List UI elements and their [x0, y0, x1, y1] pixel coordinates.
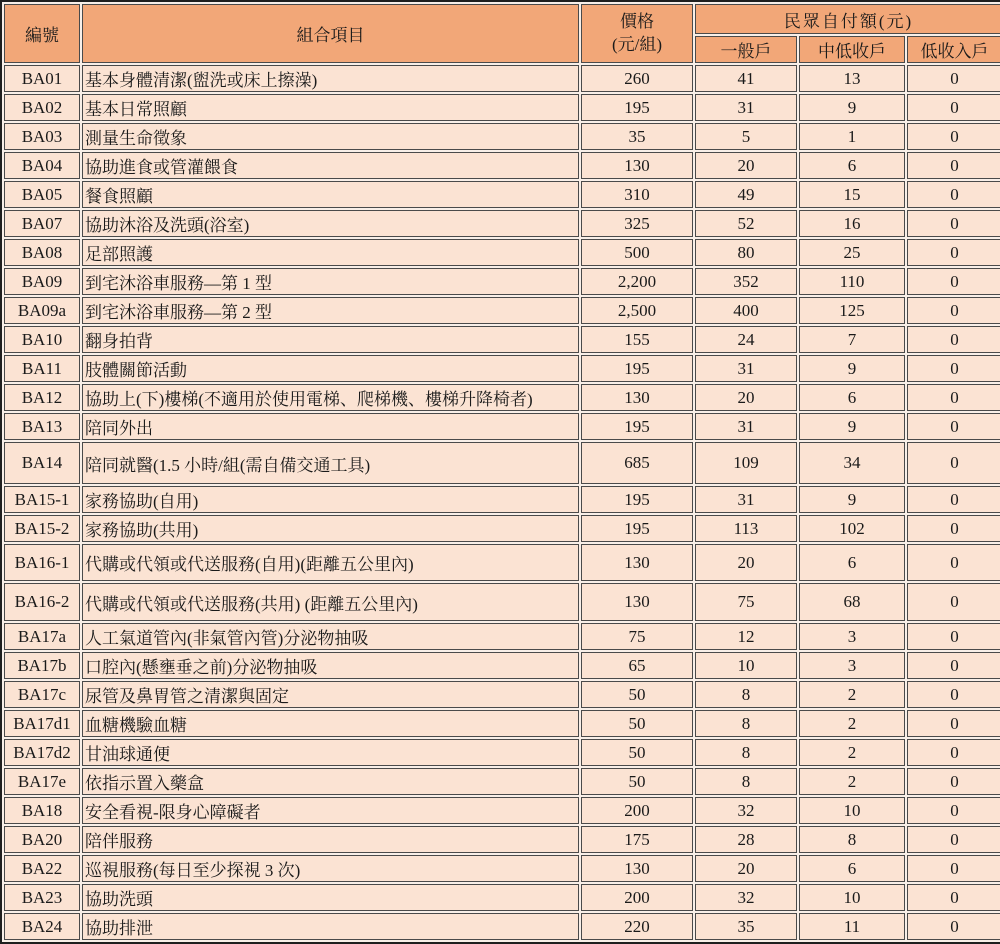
table-row	[4, 797, 1000, 824]
row-price: 50	[581, 710, 693, 737]
row-code: BA24	[4, 913, 80, 940]
row-general: 80	[695, 239, 797, 266]
row-price: 2,500	[581, 297, 693, 324]
table-row	[4, 123, 1000, 150]
table-row	[4, 855, 1000, 882]
row-low: 0	[907, 710, 1000, 737]
table-row	[4, 652, 1000, 679]
row-midlow: 6	[799, 384, 905, 411]
row-price: 685	[581, 442, 693, 484]
row-code: BA17b	[4, 652, 80, 679]
row-price: 50	[581, 739, 693, 766]
row-price: 195	[581, 413, 693, 440]
row-price: 310	[581, 181, 693, 208]
row-midlow: 6	[799, 544, 905, 581]
row-low: 0	[907, 94, 1000, 121]
row-item: 基本身體清潔(盥洗或床上擦澡)	[82, 65, 579, 92]
header-copay-low: 低收入戶	[907, 36, 1000, 63]
row-midlow: 16	[799, 210, 905, 237]
row-midlow: 13	[799, 65, 905, 92]
row-item: 巡視服務(每日至少探視 3 次)	[82, 855, 579, 882]
row-general: 8	[695, 739, 797, 766]
row-midlow: 9	[799, 355, 905, 382]
row-item: 測量生命徵象	[82, 123, 579, 150]
row-item: 代購或代領或代送服務(共用) (距離五公里內)	[82, 583, 579, 621]
table-row	[4, 486, 1000, 513]
table-row	[4, 826, 1000, 853]
row-low: 0	[907, 855, 1000, 882]
table-row	[4, 442, 1000, 484]
row-low: 0	[907, 544, 1000, 581]
row-low: 0	[907, 210, 1000, 237]
row-code: BA16-2	[4, 583, 80, 621]
row-code: BA12	[4, 384, 80, 411]
row-general: 20	[695, 855, 797, 882]
row-general: 8	[695, 768, 797, 795]
row-item: 依指示置入藥盒	[82, 768, 579, 795]
row-low: 0	[907, 355, 1000, 382]
row-item: 尿管及鼻胃管之清潔與固定	[82, 681, 579, 708]
row-low: 0	[907, 884, 1000, 911]
row-price: 35	[581, 123, 693, 150]
row-low: 0	[907, 583, 1000, 621]
row-item: 陪同外出	[82, 413, 579, 440]
row-code: BA11	[4, 355, 80, 382]
row-code: BA08	[4, 239, 80, 266]
row-code: BA09a	[4, 297, 80, 324]
row-item: 口腔內(懸壅垂之前)分泌物抽吸	[82, 652, 579, 679]
row-item: 代購或代領或代送服務(自用)(距離五公里內)	[82, 544, 579, 581]
row-low: 0	[907, 826, 1000, 853]
row-general: 20	[695, 152, 797, 179]
row-low: 0	[907, 152, 1000, 179]
row-midlow: 2	[799, 710, 905, 737]
row-item: 協助沐浴及洗頭(浴室)	[82, 210, 579, 237]
row-midlow: 68	[799, 583, 905, 621]
row-general: 8	[695, 710, 797, 737]
row-general: 32	[695, 884, 797, 911]
table-row	[4, 768, 1000, 795]
row-price: 195	[581, 94, 693, 121]
row-general: 28	[695, 826, 797, 853]
row-low: 0	[907, 913, 1000, 940]
row-low: 0	[907, 239, 1000, 266]
row-midlow: 2	[799, 768, 905, 795]
row-price: 195	[581, 515, 693, 542]
row-code: BA17e	[4, 768, 80, 795]
row-midlow: 6	[799, 855, 905, 882]
row-price: 50	[581, 681, 693, 708]
table-row	[4, 623, 1000, 650]
row-general: 5	[695, 123, 797, 150]
row-midlow: 9	[799, 94, 905, 121]
row-low: 0	[907, 123, 1000, 150]
row-general: 113	[695, 515, 797, 542]
row-code: BA04	[4, 152, 80, 179]
row-midlow: 34	[799, 442, 905, 484]
row-item: 肢體關節活動	[82, 355, 579, 382]
row-price: 130	[581, 855, 693, 882]
row-item: 到宅沐浴車服務—第 1 型	[82, 268, 579, 295]
row-midlow: 1	[799, 123, 905, 150]
row-midlow: 7	[799, 326, 905, 353]
row-general: 31	[695, 94, 797, 121]
row-price: 175	[581, 826, 693, 853]
row-item: 協助排泄	[82, 913, 579, 940]
header-price-line2: (元/組)	[611, 34, 663, 54]
row-general: 8	[695, 681, 797, 708]
table-row	[4, 65, 1000, 92]
table-row	[4, 739, 1000, 766]
row-code: BA15-2	[4, 515, 80, 542]
row-general: 20	[695, 544, 797, 581]
row-general: 10	[695, 652, 797, 679]
row-midlow: 9	[799, 413, 905, 440]
table-row	[4, 297, 1000, 324]
header-price-line1: 價格	[620, 11, 654, 31]
row-general: 12	[695, 623, 797, 650]
row-price: 200	[581, 884, 693, 911]
row-price: 200	[581, 797, 693, 824]
table-row	[4, 515, 1000, 542]
row-midlow: 2	[799, 739, 905, 766]
table-row	[4, 355, 1000, 382]
row-code: BA20	[4, 826, 80, 853]
row-midlow: 3	[799, 652, 905, 679]
row-code: BA02	[4, 94, 80, 121]
table-row	[4, 884, 1000, 911]
row-code: BA17d1	[4, 710, 80, 737]
header-copay-general: 一般戶	[695, 36, 797, 63]
row-low: 0	[907, 65, 1000, 92]
row-price: 195	[581, 355, 693, 382]
row-general: 20	[695, 384, 797, 411]
row-price: 130	[581, 152, 693, 179]
row-price: 50	[581, 768, 693, 795]
table-row	[4, 268, 1000, 295]
table-row	[4, 583, 1000, 621]
row-low: 0	[907, 413, 1000, 440]
table-row	[4, 239, 1000, 266]
row-low: 0	[907, 739, 1000, 766]
row-general: 352	[695, 268, 797, 295]
row-midlow: 3	[799, 623, 905, 650]
row-general: 35	[695, 913, 797, 940]
row-midlow: 2	[799, 681, 905, 708]
row-midlow: 110	[799, 268, 905, 295]
row-low: 0	[907, 652, 1000, 679]
row-midlow: 8	[799, 826, 905, 853]
row-item: 協助進食或管灌餵食	[82, 152, 579, 179]
row-midlow: 6	[799, 152, 905, 179]
row-item: 協助洗頭	[82, 884, 579, 911]
row-price: 260	[581, 65, 693, 92]
row-code: BA01	[4, 65, 80, 92]
row-item: 甘油球通便	[82, 739, 579, 766]
row-code: BA22	[4, 855, 80, 882]
row-code: BA03	[4, 123, 80, 150]
row-general: 52	[695, 210, 797, 237]
row-low: 0	[907, 181, 1000, 208]
row-price: 65	[581, 652, 693, 679]
row-item: 安全看視-限身心障礙者	[82, 797, 579, 824]
row-item: 陪同就醫(1.5 小時/組(需自備交通工具)	[82, 442, 579, 484]
table-row	[4, 681, 1000, 708]
row-low: 0	[907, 768, 1000, 795]
row-price: 155	[581, 326, 693, 353]
row-item: 家務協助(自用)	[82, 486, 579, 513]
row-item: 到宅沐浴車服務—第 2 型	[82, 297, 579, 324]
table-row	[4, 181, 1000, 208]
row-price: 130	[581, 384, 693, 411]
row-low: 0	[907, 681, 1000, 708]
row-price: 75	[581, 623, 693, 650]
row-low: 0	[907, 797, 1000, 824]
row-general: 31	[695, 413, 797, 440]
row-midlow: 15	[799, 181, 905, 208]
row-item: 家務協助(共用)	[82, 515, 579, 542]
row-code: BA17a	[4, 623, 80, 650]
header-item: 組合項目	[82, 4, 579, 63]
row-low: 0	[907, 326, 1000, 353]
row-code: BA15-1	[4, 486, 80, 513]
table-row	[4, 152, 1000, 179]
row-price: 220	[581, 913, 693, 940]
row-general: 400	[695, 297, 797, 324]
header-code: 編號	[4, 4, 80, 63]
header-copay-midlow: 中低收戶	[799, 36, 905, 63]
row-general: 31	[695, 486, 797, 513]
row-general: 31	[695, 355, 797, 382]
row-general: 41	[695, 65, 797, 92]
table-row	[4, 326, 1000, 353]
row-code: BA16-1	[4, 544, 80, 581]
row-midlow: 11	[799, 913, 905, 940]
row-price: 325	[581, 210, 693, 237]
row-general: 24	[695, 326, 797, 353]
row-midlow: 25	[799, 239, 905, 266]
table-row	[4, 413, 1000, 440]
row-code: BA05	[4, 181, 80, 208]
row-code: BA18	[4, 797, 80, 824]
row-general: 32	[695, 797, 797, 824]
row-low: 0	[907, 268, 1000, 295]
row-price: 130	[581, 583, 693, 621]
row-item: 血糖機驗血糖	[82, 710, 579, 737]
row-item: 足部照護	[82, 239, 579, 266]
row-item: 協助上(下)樓梯(不適用於使用電梯、爬梯機、樓梯升降椅者)	[82, 384, 579, 411]
table-row	[4, 913, 1000, 940]
table-row	[4, 544, 1000, 581]
row-item: 翻身拍背	[82, 326, 579, 353]
row-general: 49	[695, 181, 797, 208]
row-code: BA07	[4, 210, 80, 237]
row-price: 2,200	[581, 268, 693, 295]
row-general: 109	[695, 442, 797, 484]
row-general: 75	[695, 583, 797, 621]
row-low: 0	[907, 297, 1000, 324]
header-price	[581, 4, 693, 63]
row-code: BA17c	[4, 681, 80, 708]
row-code: BA13	[4, 413, 80, 440]
row-midlow: 10	[799, 797, 905, 824]
row-code: BA10	[4, 326, 80, 353]
row-low: 0	[907, 486, 1000, 513]
row-price: 130	[581, 544, 693, 581]
row-code: BA14	[4, 442, 80, 484]
row-midlow: 125	[799, 297, 905, 324]
row-low: 0	[907, 384, 1000, 411]
row-low: 0	[907, 442, 1000, 484]
table-row	[4, 384, 1000, 411]
row-code: BA23	[4, 884, 80, 911]
row-item: 餐食照顧	[82, 181, 579, 208]
table-row	[4, 210, 1000, 237]
header-copay-group: 民眾自付額(元)	[695, 4, 1000, 34]
row-midlow: 9	[799, 486, 905, 513]
row-price: 195	[581, 486, 693, 513]
row-low: 0	[907, 623, 1000, 650]
row-low: 0	[907, 515, 1000, 542]
row-code: BA17d2	[4, 739, 80, 766]
table-body	[4, 65, 1000, 940]
row-midlow: 102	[799, 515, 905, 542]
row-code: BA09	[4, 268, 80, 295]
table-row	[4, 94, 1000, 121]
row-price: 500	[581, 239, 693, 266]
table-row	[4, 710, 1000, 737]
row-item: 基本日常照顧	[82, 94, 579, 121]
table-header	[4, 4, 1000, 63]
row-item: 人工氣道管內(非氣管內管)分泌物抽吸	[82, 623, 579, 650]
row-item: 陪伴服務	[82, 826, 579, 853]
row-midlow: 10	[799, 884, 905, 911]
